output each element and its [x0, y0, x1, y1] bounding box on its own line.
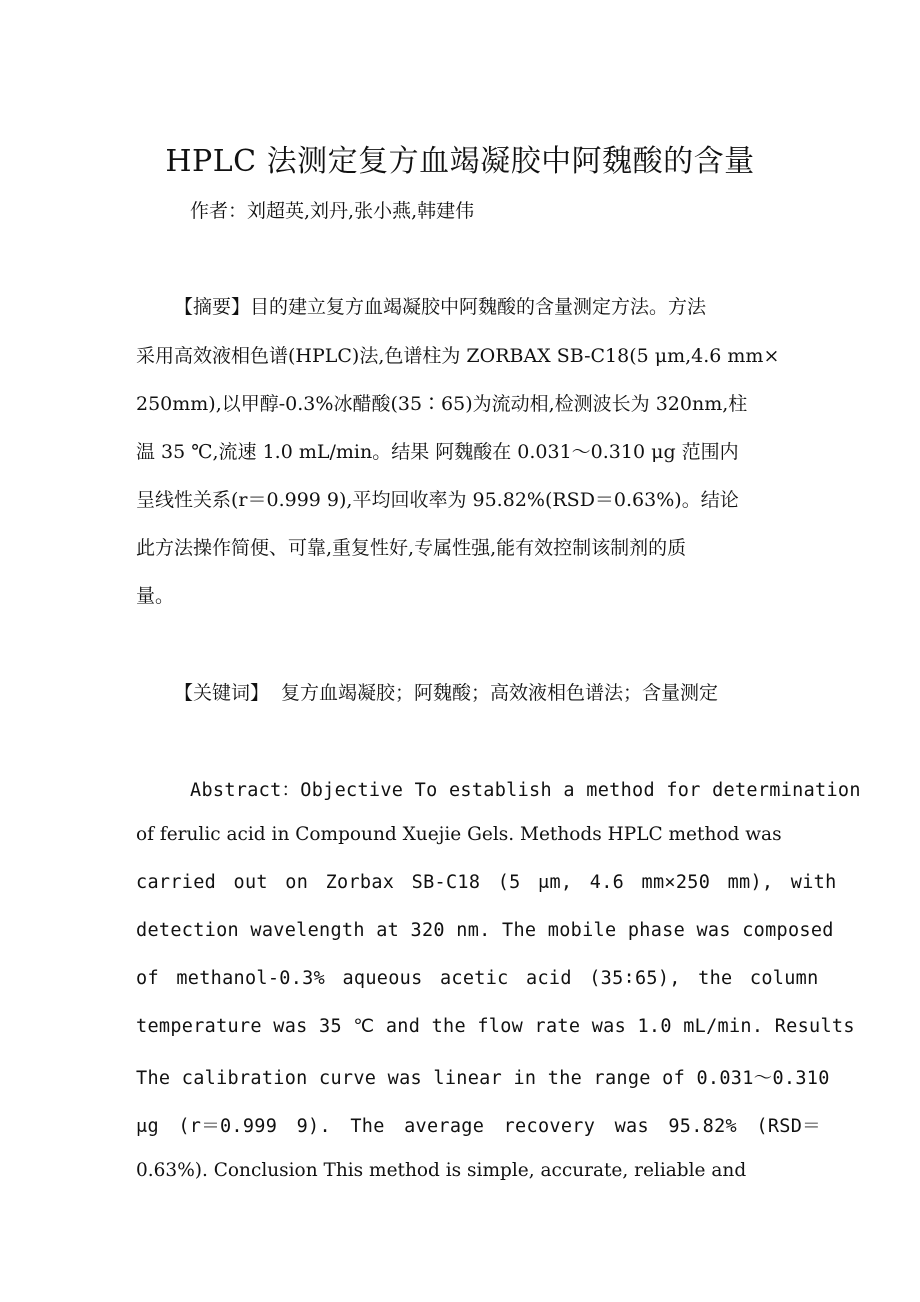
author-line: 作者：刘超英,刘丹,张小燕,韩建伟 [190, 200, 475, 222]
abstract-cn-line: 采用高效液相色谱(HPLC)法,色谱柱为 ZORBAX SB-C18(5 μm,4.6 mm× [136, 345, 780, 367]
abstract-cn-line: 此方法操作简便、可靠,重复性好,专属性强,能有效控制该制剂的质 [136, 537, 687, 559]
abstract-en-line: temperature was 35 ℃ and the flow rate was 1.0 mL/min. Results [136, 1016, 855, 1037]
keywords-label: 【关键词】 [174, 682, 270, 704]
abstract-cn-line: 量。 [136, 585, 175, 607]
abstract-en-line: carried out on Zorbax SB-C18 (5 μm, 4.6 mm×250 mm), with [136, 872, 837, 893]
abstract-en-line: of methanol-0.3% aqueous acetic acid (35∶65), the column [136, 968, 819, 989]
abstract-cn-line: 温 35 ℃,流速 1.0 mL/min。结果 阿魏酸在 0.031～0.310 μg 范围内 [136, 441, 739, 463]
abstract-cn-line: 250mm),以甲醇-0.3%冰醋酸(35∶65)为流动相,检测波长为 320nm,柱 [136, 393, 748, 415]
abstract-en-line: Abstract：Objective To establish a method for determination [190, 780, 861, 801]
abstract-cn-line: 呈线性关系(r＝0.999 9),平均回收率为 95.82%(RSD＝0.63%)。结论 [136, 489, 739, 511]
abstract-cn-line: 【摘要】目的建立复方血竭凝胶中阿魏酸的含量测定方法。方法 [174, 296, 707, 318]
abstract-en-line: 0.63%). Conclusion This method is simple, accurate, reliable and [136, 1160, 747, 1181]
keywords [174, 678, 718, 705]
keywords-text: 复方血竭凝胶；阿魏酸；高效液相色谱法；含量测定 [281, 682, 719, 704]
abstract-en-line: The calibration curve was linear in the range of 0.031～0.310 [136, 1068, 830, 1089]
abstract-en-line: detection wavelength at 320 nm. The mobile phase was composed [136, 920, 834, 941]
page-title: HPLC 法测定复方血竭凝胶中阿魏酸的含量 [165, 144, 755, 180]
abstract-en-line: μg (r＝0.999 9). The average recovery was 95.82% (RSD＝ [136, 1116, 821, 1137]
abstract-en-line: of ferulic acid in Compound Xuejie Gels. Methods HPLC method was [136, 824, 782, 845]
